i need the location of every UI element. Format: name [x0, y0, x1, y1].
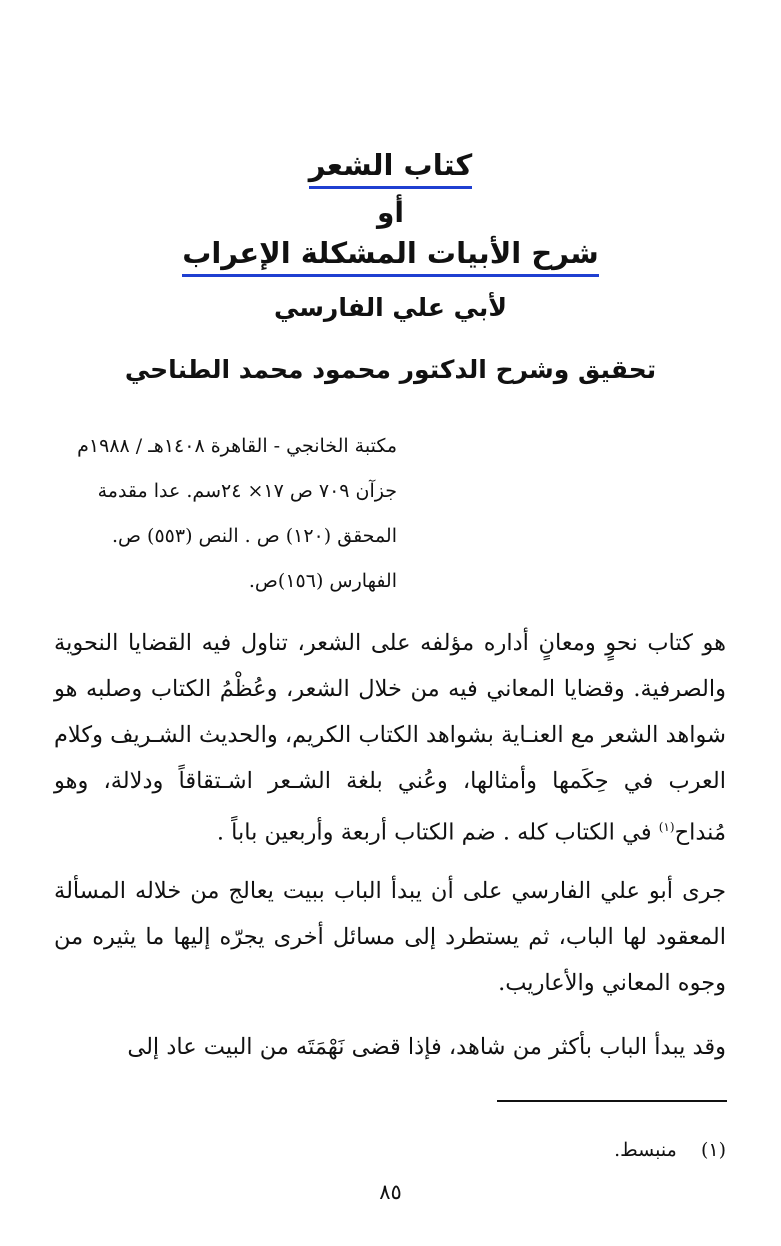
paragraph	[54, 620, 726, 856]
paragraph-text: جرى أبو علي الفارسي على أن يبدأ الباب ببيت يعالج من خلاله المسألة المعقود لها الباب، ثم يستطرد إلى مسائل أخرى يجرّه إليها ما يثيره من وجوه المعاني والأعاريب.	[54, 878, 726, 996]
paragraph	[54, 868, 726, 1006]
biblio-line: جزآن ٧٠٩ ص ١٧× ٢٤سم. عدا مقدمة	[97, 480, 397, 502]
book-title-block	[0, 148, 781, 189]
bibliographic-info	[52, 424, 397, 604]
paragraph-text: هو كتاب نحوٍ ومعانٍ أداره مؤلفه على الشعر، تناول فيه القضايا النحوية والصرفية. وقضايا المعاني فيه من خلال الشعر، وعُظْمُ الكتاب وصلبه هو شواهد الشعر مع العنـاية بشواهد الكتاب الكريم، والحديث الشـريف وكلام العرب في حِكَمها وأمثالها، وعُني بلغة الشـعر اشـتقاقاً ودلالة، وهو مُنداح	[54, 630, 726, 846]
biblio-line: مكتبة الخانجي - القاهرة ١٤٠٨هـ / ١٩٨٨م	[77, 435, 397, 457]
page-number: ٨٥	[379, 1180, 402, 1204]
editor-block	[0, 355, 781, 384]
biblio-line: المحقق (١٢٠) ص . النص (٥٥٣) ص.	[111, 525, 397, 547]
biblio-line: الفهارس (١٥٦)ص.	[248, 570, 397, 592]
paragraph-text: وقد يبدأ الباب بأكثر من شاهد، فإذا قضى نَهْمَتَه من البيت عاد إلى	[127, 1034, 726, 1060]
footnote-reference: (١)	[658, 820, 675, 834]
footnote-text: منبسط.	[614, 1139, 677, 1161]
author-block	[0, 293, 781, 322]
book-subtitle: شرح الأبيات المشكلة الإعراب	[182, 236, 599, 277]
subtitle-block	[0, 236, 781, 277]
footnote-number: (١)	[700, 1139, 726, 1161]
paragraph	[54, 1024, 726, 1070]
conjunction-block	[0, 196, 781, 229]
author-name: لأبي علي الفارسي	[274, 293, 507, 322]
paragraph-text: في الكتاب كله . ضم الكتاب أربعة وأربعين باباً .	[216, 819, 659, 846]
footnote	[614, 1133, 726, 1167]
footnote-divider	[497, 1100, 727, 1102]
book-title: كتاب الشعر	[309, 148, 473, 189]
title-conjunction: أو	[376, 196, 404, 229]
editor-credit: تحقيق وشرح الدكتور محمود محمد الطناحي	[124, 355, 657, 384]
